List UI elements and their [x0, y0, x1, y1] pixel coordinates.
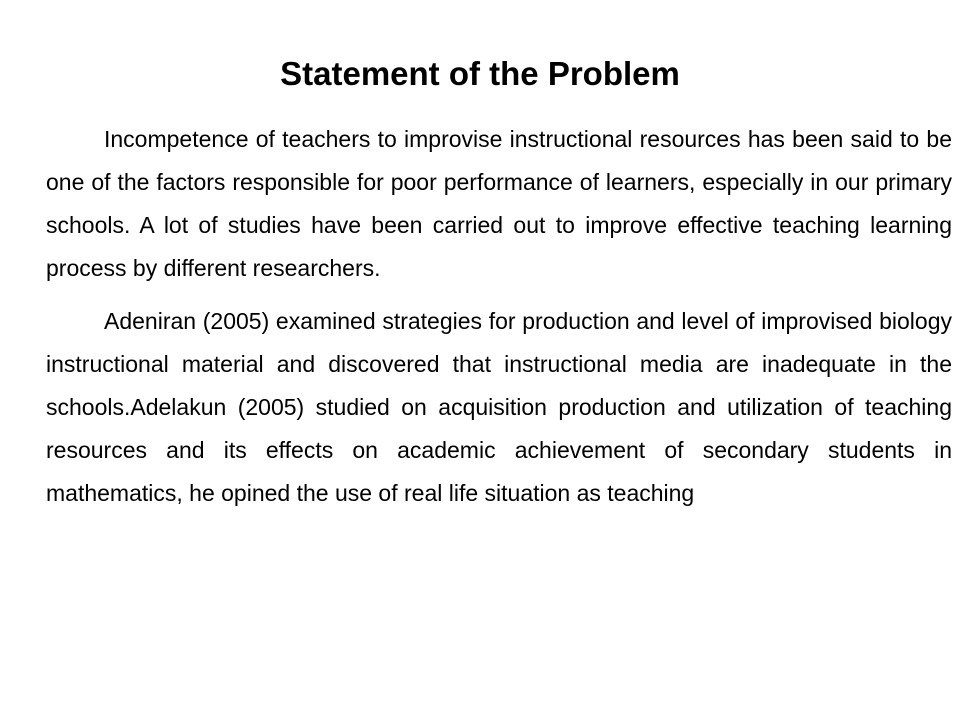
slide-title: Statement of the Problem	[280, 55, 680, 92]
slide-body	[46, 118, 952, 515]
paragraph-1: Incompetence of teachers to improvise instructional resources has been said to be one of the factors responsible for poor performance of learners, especially in our primary schools. A lot of studies have been carried out to improve effective teaching learning process by different researchers.	[46, 126, 952, 281]
paragraph-2: Adeniran (2005) examined strategies for production and level of improvised biology instructional material and discovered that instructional media are inadequate in the schools.Adelakun (2005) studied on acquisition production and utilization of teaching resources and its effects on academic achievement of secondary students in mathematics, he opined the use of real life situation as teaching	[46, 308, 952, 506]
